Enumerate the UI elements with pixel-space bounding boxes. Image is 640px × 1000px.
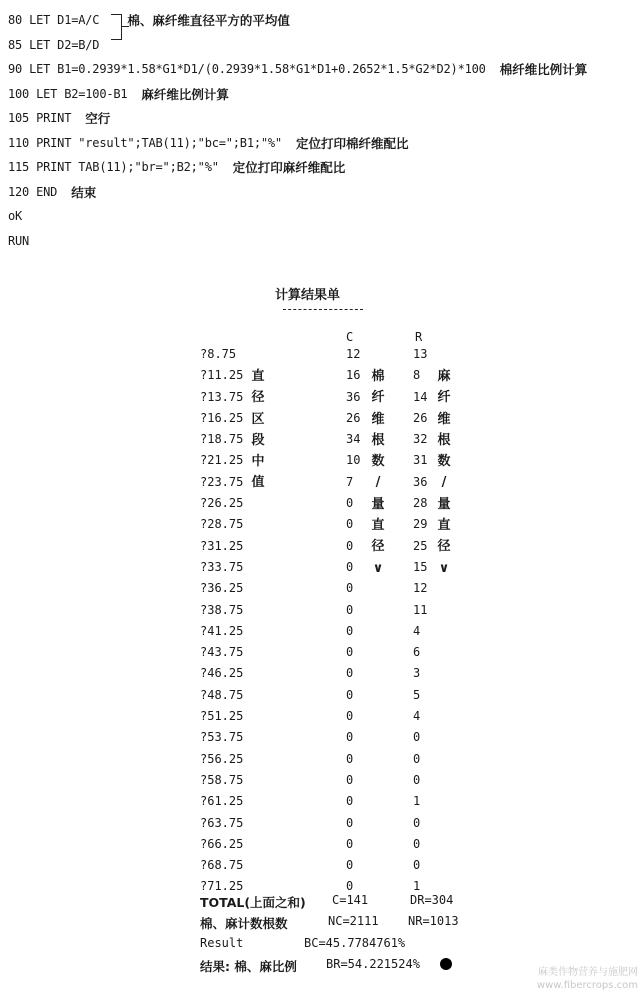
diameter-cell: ?68.75 [200,858,244,873]
diameter-cell: ?63.75 [200,815,244,830]
diameter-cell: ?36.25 [200,581,244,596]
code-comment: 棉、麻纤维直径平方的平均值 [127,13,290,29]
diameter-cell: ?26.25 [200,496,244,511]
diameter-cell: ?33.75 [200,559,244,574]
table-row [200,643,500,664]
hemp-count-cell: 26 [413,410,428,425]
table-row [200,537,500,558]
vertical-label-char: 段 [251,432,265,448]
diameter-cell: ?43.75 [200,645,244,660]
count-label: 棉、麻计数根数 [200,916,288,931]
code-line-105 [8,106,638,131]
cotton-count-cell: 0 [346,879,354,894]
vertical-label-char: 径 [371,539,385,555]
hemp-count-cell: 25 [413,538,428,553]
hemp-count-cell: 15 [413,559,428,574]
vertical-label-char: / [441,475,447,491]
hemp-count-cell: 0 [413,836,421,851]
vertical-label-char: 区 [251,411,265,427]
diameter-cell: ?51.25 [200,709,244,724]
result-table [200,345,500,899]
bullet-dot [440,958,452,970]
watermark-site-name: 麻类作物营养与施肥网 [538,967,638,978]
diameter-vertical-label [250,366,266,494]
code-bracket-tick [121,26,129,27]
code-comment: 棉纤维比例计算 [499,62,588,78]
cotton-count-cell: 26 [346,410,361,425]
diameter-cell: ?71.25 [200,879,244,894]
vertical-label-char: 径 [251,390,265,406]
count-nr: NR=1013 [408,914,459,928]
cotton-count-cell: 16 [346,368,361,383]
diameter-cell: ?18.75 [200,432,244,447]
diameter-cell: ?66.25 [200,836,244,851]
cotton-count-cell: 0 [346,645,354,660]
hemp-count-cell: 14 [413,389,428,404]
vertical-label-char: 纤 [437,390,451,406]
hemp-count-cell: 31 [413,453,428,468]
code-comment: 空行 [85,111,111,127]
result-label: Result [200,936,244,950]
code-comment: 麻纤维比例计算 [141,86,229,102]
result-bc: BC=45.7784761% [304,936,406,950]
diameter-cell: ?31.25 [200,538,244,553]
total-label: TOTAL(上面之和) [200,895,306,910]
hemp-count-cell: 36 [413,474,428,489]
cotton-count-cell: 36 [346,389,361,404]
code-line-run [8,229,638,254]
table-row [200,515,500,536]
diameter-cell: ?53.75 [200,730,244,745]
diameter-cell: ?41.25 [200,623,244,638]
cotton-count-cell: 0 [346,709,354,724]
report-title: 计算结果单 [275,288,341,303]
table-row [200,686,500,707]
diameter-cell: ?21.25 [200,453,244,468]
vertical-label-char: 直 [251,369,265,384]
vertical-label-char: 数 [437,454,451,470]
vertical-label-char: 维 [437,411,451,427]
hemp-count-cell: 4 [413,623,421,638]
result-row [200,936,406,950]
diameter-cell: ?46.25 [200,666,244,681]
total-row [200,893,454,911]
cotton-count-cell: 0 [346,772,354,787]
cotton-count-cell: 0 [346,496,354,511]
vertical-label-char: 纤 [371,390,385,406]
vertical-label-char: 数 [371,454,385,470]
hemp-vertical-label [436,366,452,579]
final-label: 结果: 棉、麻比例 [200,959,297,974]
cotton-count-cell: 0 [346,815,354,830]
count-row [200,914,459,932]
hemp-count-cell: 28 [413,496,428,511]
hemp-count-cell: 0 [413,730,421,745]
cotton-count-cell: 0 [346,538,354,553]
code-text: 90 LET B1=0.2939*1.58*G1*D1/(0.2939*1.58*G1*D1+0.2652*1.5*G2*D2)*100 [8,62,486,77]
cotton-count-cell: 0 [346,559,354,574]
diameter-cell: ?8.75 [200,347,237,361]
hemp-count-cell: 4 [413,709,421,724]
table-row [200,750,500,771]
cotton-count-cell: 0 [346,858,354,873]
table-row [200,409,500,430]
cotton-count-cell: 0 [346,581,354,596]
diameter-cell: ?48.75 [200,687,244,702]
code-line-115 [8,155,638,180]
hemp-count-cell: 0 [413,751,421,766]
hemp-count-cell: 0 [413,772,421,787]
cotton-count-cell: 0 [346,623,354,638]
diameter-cell: ?23.75 [200,474,244,489]
code-comment: 定位打印棉纤维配比 [295,135,409,151]
vertical-label-char: ∨ [438,560,450,576]
vertical-label-char: ∨ [372,560,384,576]
table-row [200,473,500,494]
code-text: 85 LET D2=B/D [8,37,100,52]
watermark [512,966,638,992]
code-text: 115 PRINT TAB(11);"br=";B2;"%" [8,160,219,175]
cotton-vertical-label [370,366,386,579]
hemp-count-cell: 13 [413,347,428,361]
hemp-count-cell: 0 [413,815,421,830]
watermark-url: www.fibercrops.com [536,980,638,991]
vertical-label-char: 量 [437,496,451,512]
basic-program-listing [8,8,638,253]
hemp-count-cell: 3 [413,666,421,681]
cotton-count-cell: 0 [346,687,354,702]
total-c: C=141 [332,893,369,907]
table-row [200,494,500,515]
code-text: 105 PRINT [8,111,72,126]
column-header-c: C [346,330,354,344]
diameter-cell: ?58.75 [200,772,244,787]
vertical-label-char: 直 [371,518,385,534]
code-text: oK [8,209,23,224]
table-row [200,430,500,451]
hemp-count-cell: 12 [413,581,428,596]
final-br: BR=54.221524% [326,957,420,971]
cotton-count-cell: 0 [346,751,354,766]
column-header-r: R [415,330,423,344]
hemp-count-cell: 32 [413,432,428,447]
hemp-count-cell: 1 [413,879,421,894]
vertical-label-char: 径 [437,539,451,555]
vertical-label-char: 根 [371,432,385,448]
cotton-count-cell: 12 [346,347,361,361]
code-comment: 定位打印麻纤维配比 [232,160,346,176]
title-underline [283,309,363,310]
code-text: 80 LET D1=A/C [8,13,100,28]
table-row [200,345,500,366]
code-text: 120 END [8,184,58,199]
table-row [200,771,500,792]
diameter-cell: ?28.75 [200,517,244,532]
hemp-count-cell: 5 [413,687,421,702]
code-line-120 [8,180,638,205]
hemp-count-cell: 6 [413,645,421,660]
code-line-100 [8,82,638,107]
code-line-80 [8,8,638,33]
vertical-label-char: 量 [371,496,385,512]
vertical-label-char: 直 [437,518,451,534]
code-text: RUN [8,233,30,248]
table-row [200,814,500,835]
table-row [200,558,500,579]
table-row [200,451,500,472]
hemp-count-cell: 29 [413,517,428,532]
hemp-count-cell: 11 [413,602,428,617]
table-row [200,856,500,877]
code-bracket [111,14,122,40]
cotton-count-cell: 7 [346,474,354,489]
vertical-label-char: 值 [251,475,265,491]
vertical-label-char: 棉 [371,369,385,384]
diameter-cell: ?16.25 [200,410,244,425]
hemp-count-cell: 0 [413,858,421,873]
table-row [200,601,500,622]
table-row [200,707,500,728]
cotton-count-cell: 0 [346,730,354,745]
diameter-cell: ?11.25 [200,368,244,383]
hemp-count-cell: 8 [413,368,421,383]
cotton-count-cell: 0 [346,666,354,681]
cotton-count-cell: 0 [346,602,354,617]
table-row [200,622,500,643]
table-row [200,835,500,856]
diameter-cell: ?13.75 [200,389,244,404]
diameter-cell: ?56.25 [200,751,244,766]
vertical-label-char: 麻 [437,369,451,384]
code-text: 100 LET B2=100-B1 [8,86,128,101]
code-comment: 结束 [71,184,97,200]
vertical-label-char: 中 [251,454,265,470]
code-line-ok [8,204,638,229]
cotton-count-cell: 10 [346,453,361,468]
code-text: 110 PRINT "result";TAB(11);"bc=";B1;"%" [8,135,282,150]
count-nc: NC=2111 [328,914,379,928]
vertical-label-char: / [375,475,381,491]
vertical-label-char: 维 [371,411,385,427]
cotton-count-cell: 0 [346,794,354,809]
hemp-count-cell: 1 [413,794,421,809]
table-row [200,728,500,749]
diameter-cell: ?38.75 [200,602,244,617]
diameter-cell: ?61.25 [200,794,244,809]
code-line-110 [8,131,638,156]
code-line-85 [8,33,638,58]
table-row [200,664,500,685]
table-row [200,366,500,387]
table-row [200,388,500,409]
cotton-count-cell: 0 [346,836,354,851]
table-row [200,792,500,813]
table-row [200,579,500,600]
cotton-count-cell: 0 [346,517,354,532]
total-r: DR=304 [410,893,454,907]
vertical-label-char: 根 [437,432,451,448]
code-line-90 [8,57,638,82]
cotton-count-cell: 34 [346,432,361,447]
final-row [200,957,420,975]
